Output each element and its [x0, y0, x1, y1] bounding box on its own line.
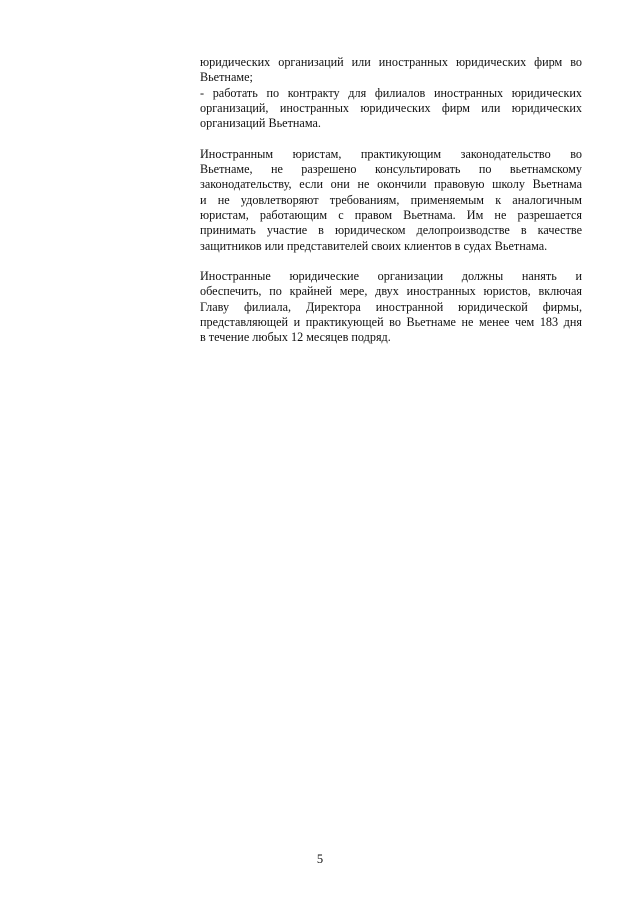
text-line: Вьетнаме;	[200, 70, 253, 85]
text-line: защитников или представителей своих клиентов в судах Вьетнама.	[200, 238, 548, 253]
paragraph-foreign-lawyer-rights	[200, 55, 582, 131]
text-line: Вьетнаме, не разрешено консультировать по вьетнамскому	[200, 162, 582, 177]
text-line: законодательству, если они не окончили правовую школу Вьетнама	[200, 177, 582, 192]
text-line: Иностранные юридические организации должны нанять и	[200, 269, 582, 284]
text-line: обеспечить, по крайней мере, двух иностранных юристов, включая	[200, 284, 582, 299]
paragraph-consulting-restrictions	[200, 147, 582, 254]
text-line: Главу филиала, Директора иностранной юридической фирмы,	[200, 299, 582, 314]
text-line: и не удовлетворяют требованиям, применяемым к аналогичным	[200, 192, 582, 207]
text-line: - работать по контракту для филиалов иностранных юридических	[200, 85, 582, 100]
text-line: организаций Вьетнама.	[200, 116, 321, 131]
text-line: принимать участие в юридическом делопроизводстве в качестве	[200, 223, 582, 238]
paragraph-staffing-requirements	[200, 269, 582, 345]
page-number: 5	[316, 852, 324, 866]
text-line: юристам, работающим с правом Вьетнама. Им не разрешается	[200, 207, 582, 222]
text-line: представляющей и практикующей во Вьетнаме не менее чем 183 дня	[200, 315, 582, 330]
text-line: в течение любых 12 месяцев подряд.	[200, 330, 391, 345]
text-line: организаций, иностранных юридических фирм или юридических	[200, 100, 582, 115]
document-body	[200, 55, 582, 361]
text-line: юридических организаций или иностранных юридических фирм во	[200, 55, 582, 69]
text-line: Иностранным юристам, практикующим законодательство во	[200, 146, 582, 161]
